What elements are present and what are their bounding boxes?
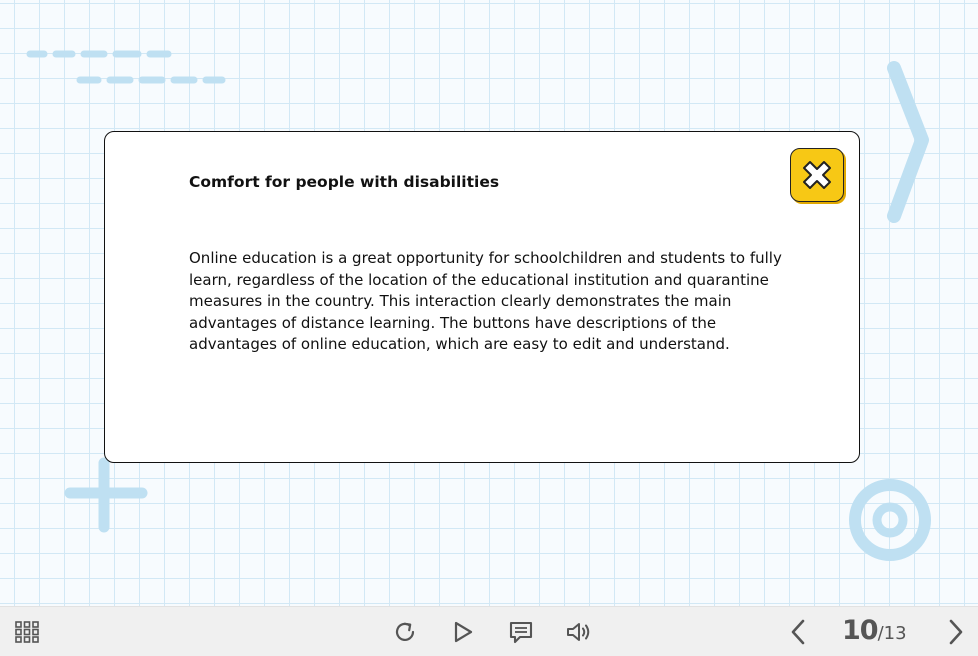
scribble-circle-decoration <box>845 475 940 570</box>
notes-button[interactable] <box>506 617 536 647</box>
grid-menu-icon <box>15 621 39 643</box>
volume-button[interactable] <box>564 617 594 647</box>
chevron-right-icon <box>946 618 966 646</box>
menu-button[interactable] <box>12 617 42 647</box>
modal-body-text: Online education is a great opportunity for schoolchildren and students to fully learn, regardless of the location of the educational institution and quarantine measures in the country. This interaction clearly demonstrates the main advantages of distance learning. The buttons have descriptions of the advantages of online education, which are easy to edit and understand. <box>189 249 782 354</box>
total-pages: /13 <box>877 623 907 644</box>
replay-button[interactable] <box>390 617 420 647</box>
play-button[interactable] <box>448 617 478 647</box>
next-slide-button[interactable] <box>941 617 971 647</box>
info-modal <box>104 131 860 463</box>
chevron-left-icon <box>788 618 808 646</box>
play-icon <box>452 620 474 644</box>
page-counter <box>842 615 907 649</box>
close-icon <box>800 158 834 192</box>
player-toolbar <box>0 606 978 656</box>
scribble-plus-decoration <box>60 455 155 535</box>
replay-icon <box>393 620 417 644</box>
prev-slide-button[interactable] <box>783 617 813 647</box>
notes-icon <box>508 620 534 644</box>
current-page-number: 10 <box>842 615 878 646</box>
scribble-dashes-decoration <box>20 40 240 95</box>
volume-icon <box>565 620 593 644</box>
scribble-chevron-decoration <box>880 60 940 225</box>
modal-title: Comfort for people with disabilities <box>189 173 500 191</box>
close-button[interactable] <box>790 148 844 202</box>
